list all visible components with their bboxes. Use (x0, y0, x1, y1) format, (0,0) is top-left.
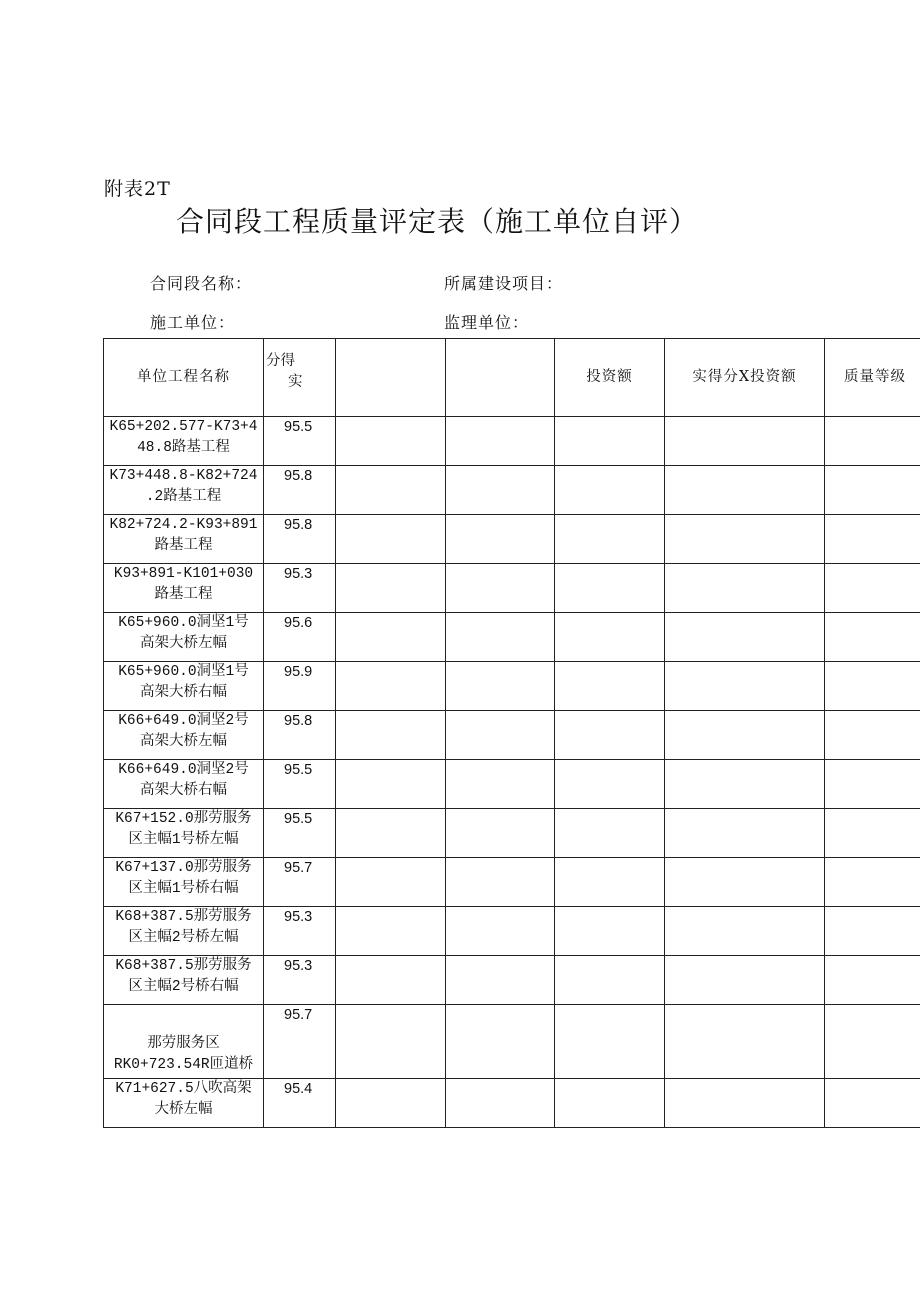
col3-cell (336, 564, 446, 613)
table-row (104, 1005, 920, 1079)
investment-cell (555, 466, 665, 515)
header-unit-name: 单位工程名称 (104, 339, 264, 417)
contract-section-label: 合同段名称： (150, 274, 253, 293)
table-row (104, 1079, 920, 1128)
unit-name-cell: 那劳服务区 RK0+723.54R匝道桥 (104, 1005, 264, 1079)
table-row (104, 809, 920, 858)
score-cell: 95.3 (264, 956, 336, 1005)
col4-cell (446, 417, 555, 466)
col4-cell (446, 760, 555, 809)
investment-cell (555, 760, 665, 809)
investment-cell (555, 662, 665, 711)
col4-cell (446, 515, 555, 564)
col4-cell (446, 466, 555, 515)
supervisor-label: 监理单位： (444, 313, 530, 332)
col3-cell (336, 907, 446, 956)
table-row (104, 760, 920, 809)
quality-grade-cell (825, 711, 920, 760)
score-x-investment-cell (665, 466, 825, 515)
col3-cell (336, 858, 446, 907)
investment-cell (555, 613, 665, 662)
score-x-investment-cell (665, 907, 825, 956)
score-x-investment-cell (665, 760, 825, 809)
header-investment: 投资额 (555, 339, 665, 417)
quality-grade-cell (825, 515, 920, 564)
table-row (104, 564, 920, 613)
quality-grade-cell (825, 466, 920, 515)
score-x-investment-cell (665, 662, 825, 711)
unit-name-cell: K66+649.0洞坚2号 高架大桥右幅 (104, 760, 264, 809)
col4-cell (446, 662, 555, 711)
unit-name-cell: K68+387.5那劳服务 区主幅2号桥右幅 (104, 956, 264, 1005)
score-cell: 95.8 (264, 515, 336, 564)
investment-cell (555, 858, 665, 907)
unit-name-cell: K67+152.0那劳服务 区主幅1号桥左幅 (104, 809, 264, 858)
unit-name-cell: K65+960.0洞坚1号 高架大桥右幅 (104, 662, 264, 711)
contractor-label: 施工单位： (150, 313, 236, 332)
col3-cell (336, 1005, 446, 1079)
score-x-investment-cell (665, 858, 825, 907)
col3-cell (336, 417, 446, 466)
score-cell: 95.3 (264, 907, 336, 956)
quality-evaluation-table (103, 338, 920, 1128)
col3-cell (336, 466, 446, 515)
unit-name-cell: K82+724.2-K93+891 路基工程 (104, 515, 264, 564)
score-x-investment-cell (665, 417, 825, 466)
score-x-investment-cell (665, 711, 825, 760)
header-score-line1: 分得 (266, 353, 295, 369)
table-row (104, 662, 920, 711)
col4-cell (446, 1005, 555, 1079)
score-cell: 95.6 (264, 613, 336, 662)
col3-cell (336, 809, 446, 858)
table-header-row (104, 339, 920, 417)
quality-grade-cell (825, 956, 920, 1005)
table-row (104, 711, 920, 760)
score-cell: 95.7 (264, 1005, 336, 1079)
unit-name-cell: K93+891-K101+030 路基工程 (104, 564, 264, 613)
col4-cell (446, 711, 555, 760)
unit-name-cell: K65+202.577-K73+4 48.8路基工程 (104, 417, 264, 466)
investment-cell (555, 809, 665, 858)
score-cell: 95.9 (264, 662, 336, 711)
quality-grade-cell (825, 662, 920, 711)
score-x-investment-cell (665, 956, 825, 1005)
score-x-investment-cell (665, 1005, 825, 1079)
unit-name-cell: K67+137.0那劳服务 区主幅1号桥右幅 (104, 858, 264, 907)
investment-cell (555, 907, 665, 956)
score-cell: 95.5 (264, 809, 336, 858)
score-cell: 95.7 (264, 858, 336, 907)
col4-cell (446, 613, 555, 662)
quality-grade-cell (825, 809, 920, 858)
header-score-x-investment: 实得分X投资额 (665, 339, 825, 417)
score-x-investment-cell (665, 564, 825, 613)
score-cell: 95.8 (264, 466, 336, 515)
col4-cell (446, 858, 555, 907)
col4-cell (446, 956, 555, 1005)
investment-cell (555, 564, 665, 613)
col4-cell (446, 1079, 555, 1128)
table-row (104, 515, 920, 564)
col4-cell (446, 809, 555, 858)
score-x-investment-cell (665, 515, 825, 564)
unit-name-cell: K65+960.0洞坚1号 高架大桥左幅 (104, 613, 264, 662)
score-x-investment-cell (665, 1079, 825, 1128)
table-row (104, 613, 920, 662)
col3-cell (336, 711, 446, 760)
quality-grade-cell (825, 760, 920, 809)
unit-name-cell: K71+627.5八吹高架 大桥左幅 (104, 1079, 264, 1128)
unit-name-cell: K66+649.0洞坚2号 高架大桥左幅 (104, 711, 264, 760)
table-row (104, 956, 920, 1005)
col4-cell (446, 564, 555, 613)
quality-grade-cell (825, 613, 920, 662)
col4-cell (446, 907, 555, 956)
investment-cell (555, 515, 665, 564)
investment-cell (555, 1005, 665, 1079)
score-cell: 95.8 (264, 711, 336, 760)
quality-grade-cell (825, 564, 920, 613)
score-cell: 95.3 (264, 564, 336, 613)
quality-grade-cell (825, 858, 920, 907)
header-score (264, 339, 336, 417)
annex-label: 附表2T (104, 178, 171, 200)
score-x-investment-cell (665, 809, 825, 858)
table-row (104, 466, 920, 515)
table-row (104, 858, 920, 907)
header-score-line2: 实 (288, 374, 303, 390)
page-title: 合同段工程质量评定表（施工单位自评） (176, 205, 699, 238)
score-cell: 95.4 (264, 1079, 336, 1128)
investment-cell (555, 711, 665, 760)
col3-cell (336, 760, 446, 809)
investment-cell (555, 417, 665, 466)
col3-cell (336, 662, 446, 711)
project-label: 所属建设项目： (444, 274, 564, 293)
score-cell: 95.5 (264, 760, 336, 809)
quality-grade-cell (825, 1079, 920, 1128)
header-col3 (336, 339, 446, 417)
table-row (104, 907, 920, 956)
score-x-investment-cell (665, 613, 825, 662)
unit-name-cell: K73+448.8-K82+724 .2路基工程 (104, 466, 264, 515)
quality-grade-cell (825, 417, 920, 466)
header-col4 (446, 339, 555, 417)
investment-cell (555, 1079, 665, 1128)
quality-grade-cell (825, 1005, 920, 1079)
col3-cell (336, 1079, 446, 1128)
quality-grade-cell (825, 907, 920, 956)
col3-cell (336, 613, 446, 662)
header-quality-grade: 质量等级 (825, 339, 920, 417)
score-cell: 95.5 (264, 417, 336, 466)
col3-cell (336, 956, 446, 1005)
unit-name-cell: K68+387.5那劳服务 区主幅2号桥左幅 (104, 907, 264, 956)
investment-cell (555, 956, 665, 1005)
col3-cell (336, 515, 446, 564)
table-row (104, 417, 920, 466)
